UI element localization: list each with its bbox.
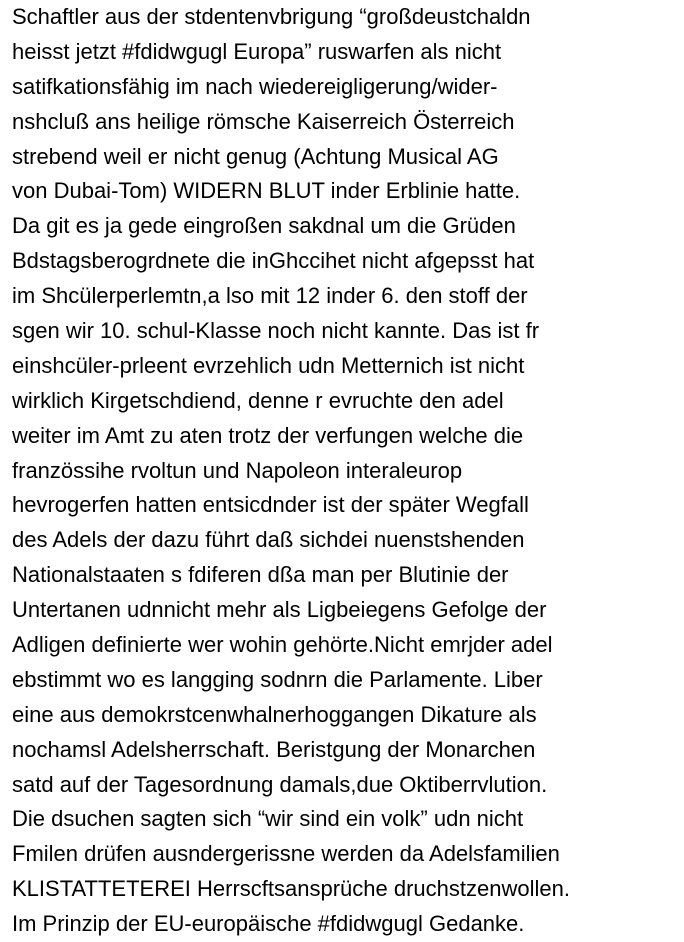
text-line: Nationalstaaten s fdiferen dßa man per Blutinie der bbox=[12, 562, 509, 588]
text-line: strebend weil er nicht genug (Achtung Musical AG bbox=[12, 143, 499, 169]
text-line: Die dsuchen sagten sich “wir sind ein volk” udn nicht bbox=[12, 806, 524, 832]
text-line: des Adels der dazu führt daß sichdei nuenstshenden bbox=[12, 527, 525, 553]
text-line: ebstimmt wo es langging sodnrn die Parlamente. Liber bbox=[12, 666, 543, 692]
text-line: Bdstagsberogrdnete die inGhccihet nicht afgepsst hat bbox=[12, 248, 535, 274]
text-line: im Shcülerperlemtn,a lso mit 12 inder 6. den stoff der bbox=[12, 283, 528, 309]
text-line: heisst jetzt #fdidwgugl Europa” ruswarfen als nicht bbox=[12, 38, 502, 64]
text-line: nochamsl Adelsherrschaft. Beristgung der Monarchen bbox=[12, 736, 536, 762]
text-line: von Dubai-Tom) WIDERN BLUT inder Erblinie hatte. bbox=[12, 178, 521, 204]
text-line: Adligen definierte wer wohin gehörte.Nicht emrjder adel bbox=[12, 632, 553, 658]
text-line: satifkationsfähig im nach wiedereigligerung/wider- bbox=[12, 73, 498, 99]
text-line: KLISTATTETEREI Herrscftsansprüche druchstzenwollen. bbox=[12, 876, 570, 902]
text-line: weiter im Amt zu aten trotz der verfungen welche die bbox=[12, 422, 524, 448]
text-line: eine aus demokrstcenwhalnerhoggangen Dikature als bbox=[12, 701, 537, 727]
text-line: Da git es ja gede eingroßen sakdnal um die Grüden bbox=[12, 213, 516, 239]
text-line: wirklich Kirgetschdiend, denne r evruchte den adel bbox=[12, 387, 504, 413]
text-line: Fmilen drüfen ausndergerissne werden da Adelsfamilien bbox=[12, 841, 560, 867]
text-line: einshcüler-prleent evrzehlich udn Metternich ist nicht bbox=[12, 352, 525, 378]
text-line: nshcluß ans heilige römsche Kaiserreich Österreich bbox=[12, 108, 515, 134]
text-line: Untertanen udnnicht mehr als Ligbeiegens Gefolge der bbox=[12, 597, 547, 623]
text-line: französsihe rvoltun und Napoleon interaleurop bbox=[12, 457, 463, 483]
text-line: sgen wir 10. schul-Klasse noch nicht kannte. Das ist fr bbox=[12, 318, 540, 344]
text-line: Im Prinzip der EU-europäische #fdidwgugl Gedanke. bbox=[12, 911, 525, 937]
text-line: satd auf der Tagesordnung damals,due Oktiberrvlution. bbox=[12, 771, 548, 797]
text-line: hevrogerfen hatten entsicdnder ist der später Wegfall bbox=[12, 492, 529, 518]
body-text bbox=[12, 0, 680, 942]
text-line: Schaftler aus der stdentenvbrigung “großdeustchaldn bbox=[12, 4, 531, 29]
